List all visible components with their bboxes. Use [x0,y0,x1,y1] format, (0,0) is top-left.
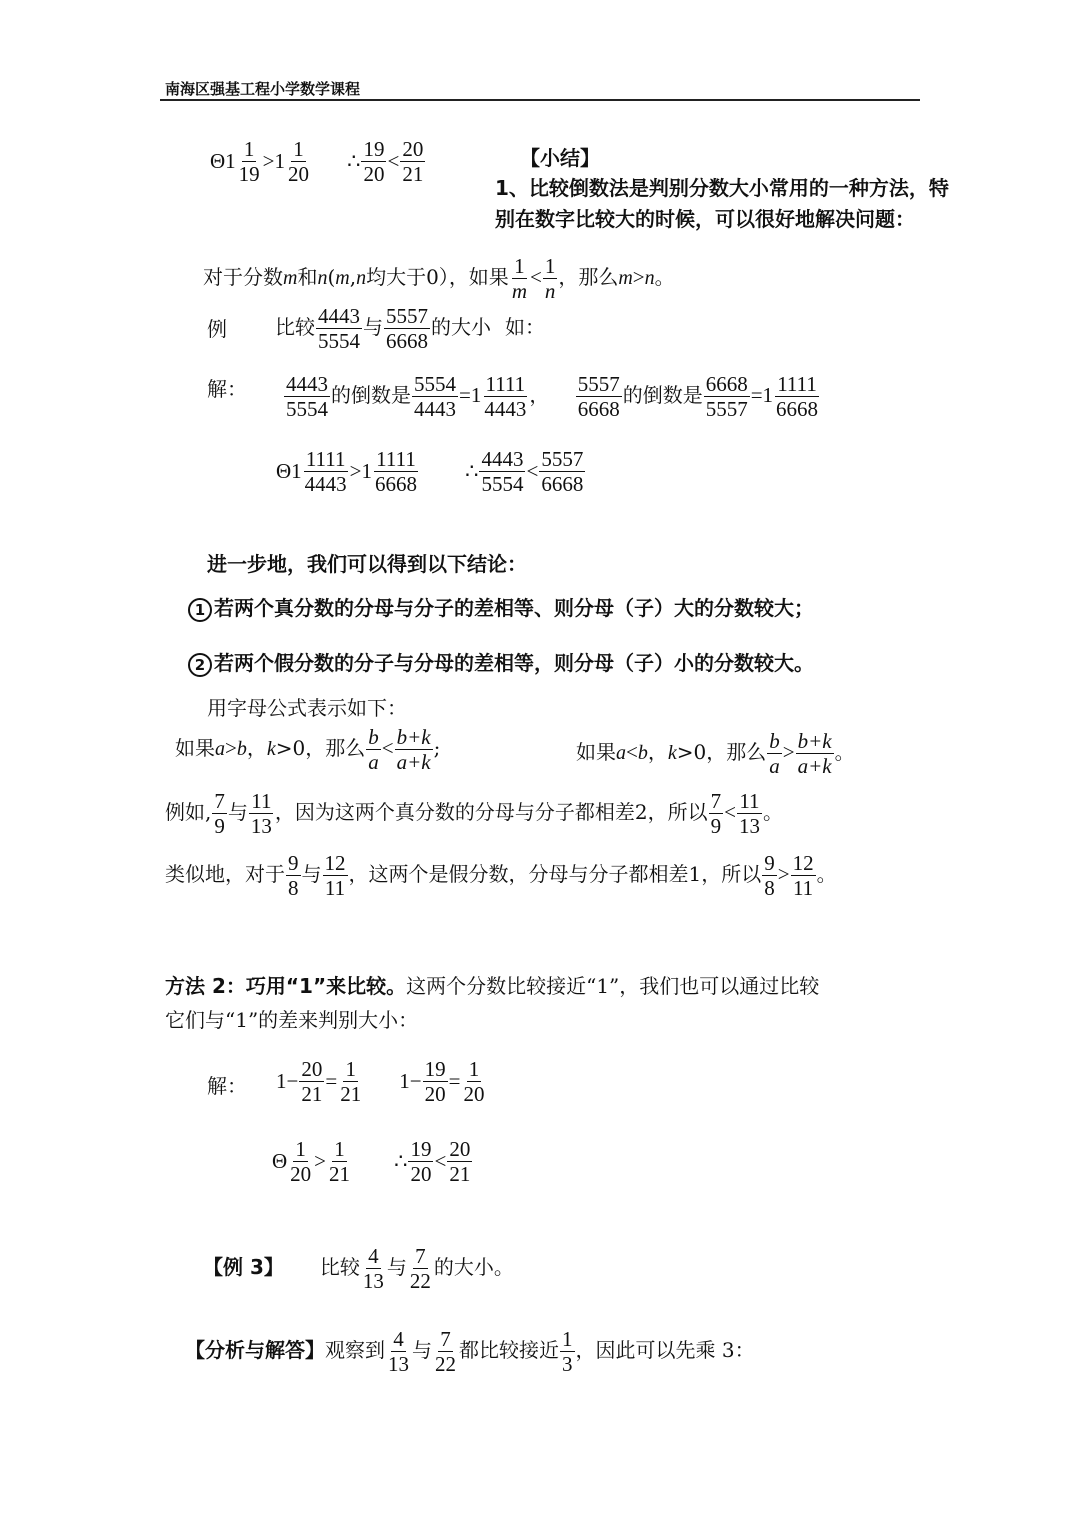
because-symbol: Θ [272,1149,288,1174]
therefore-symbol: ∴ [465,459,479,484]
fraction: $\frac{11}{13}$ [738,789,760,839]
formula-intro: 用字母公式表示如下： [207,696,407,720]
fraction: $\frac{5557}{6668}$ [386,304,428,354]
fraction: $\frac{1}{m}$ [511,254,527,304]
example-improper-fractions: 类似地，对于 $\frac{9}{8}$ 与 $\frac{12}{11}$ ，这两个是假分数，分母与分子都相差1，所以 $\frac{9}{8}$ > $\frac{12}{11}$ 。 [165,851,837,901]
reciprocal-rule: 对于分数m和n(m,n均大于0），如果 $\frac{1}{m}$ < $\frac{1}{n}$ ，那么m>n。 [203,254,675,304]
fraction: $\frac{9}{8}$ [288,851,299,901]
whole-part: 1 [274,149,286,174]
fraction: $\frac{4443}{5554}$ [318,304,360,354]
fraction: $\frac{1}{20}$ [288,137,310,187]
method-2-line-1: 方法 2：巧用“1”来比较。这两个分数比较接近“1”，我们也可以通过比较 [165,974,820,998]
method-2-line-2: 它们与“1”的差来判别大小： [165,1008,419,1032]
summary-title: 【小结】 [520,146,600,170]
solution-label: 解： [207,377,247,401]
because-symbol: Θ [210,149,226,174]
fraction: $\frac{4}{13}$ [388,1327,409,1377]
analysis: 【分析与解答】观察到 $\frac{4}{13}$ 与 $\frac{7}{22}$ 都比较接近 $\frac{1}{3}$ ，因此可以先乘 3： [185,1327,755,1377]
fraction: $\frac{1111}{4443}$ [484,372,527,422]
fraction: $\frac{11}{13}$ [250,789,272,839]
page-header-title: 南海区强基工程小学数学课程 [165,80,361,98]
therefore-symbol: ∴ [347,149,361,174]
therefore-symbol: ∴ [394,1149,408,1174]
summary-line-1: 1、比较倒数法是判别分数大小常用的一种方法，特 [495,176,949,200]
fraction: $\frac{7}{22}$ [435,1327,456,1377]
fraction: $\frac{b}{a}$ [368,725,379,775]
fraction: $\frac{1}{20}$ [463,1057,485,1107]
fraction: $\frac{20}{21}$ [301,1057,323,1107]
example-label: 例 [207,317,227,341]
comparison-line-1 [210,138,426,185]
because-symbol: Θ [276,459,292,484]
fraction: $\frac{1111}{6668}$ [776,372,819,422]
example-3-label: 【例 3】 [203,1255,284,1280]
fraction: $\frac{12}{11}$ [792,851,814,901]
fraction: $\frac{6668}{5557}$ [705,372,748,422]
analysis-label: 【分析与解答】 [185,1338,325,1363]
circled-number: 1 [188,598,212,622]
whole-part: 1 [225,149,236,174]
solution-2-label: 解： [207,1074,247,1098]
circled-number: 2 [188,653,212,677]
fraction: $\frac{1}{20}$ [290,1137,312,1187]
fraction: $\frac{1111}{4443}$ [304,447,347,497]
fraction: $\frac{7}{22}$ [409,1244,431,1294]
example-proper-fractions: 例如, $\frac{7}{9}$ 与 $\frac{11}{13}$ ，因为这两个真分数的分母与分子都相差2，所以 $\frac{7}{9}$ < $\frac{11}{13}$ 。 [165,789,783,839]
fraction: $\frac{19}{20}$ [410,1137,432,1187]
fraction: $\frac{19}{20}$ [363,137,385,187]
fraction: $\frac{20}{21}$ [402,137,424,187]
fraction: $\frac{1}{n}$ [544,254,556,304]
header-rule [160,99,920,101]
lt-sign: < [387,149,400,174]
fraction: $\frac{20}{21}$ [449,1137,471,1187]
fraction: $\frac{1111}{6668}$ [375,447,418,497]
fraction: $\frac{1}{21}$ [329,1137,351,1187]
solution-reciprocals: $\frac{4443}{5554}$ 的倒数是 $\frac{5554}{4443}$ =1 $\frac{1111}{4443}$ ， $\frac{5557}{6668}$ 的倒数是 $\frac{6668}{5557}$ =1 $\frac{1111}{6668}$ [286,372,819,422]
fraction: $\frac{1}{21}$ [340,1057,362,1107]
solution-2-conclusion: Θ $\frac{1}{20}$ > $\frac{1}{21}$ ∴ $\frac{19}{20}$ < $\frac{20}{21}$ [272,1137,471,1187]
fraction: $\frac{b}{a}$ [769,729,780,779]
conclusion-1: 1 若两个真分数的分母与分子的差相等、则分母（子）大的分数较大； [188,592,814,622]
fraction: $\frac{4443}{5554}$ [481,447,524,497]
method-2-title: 方法 2：巧用“1”来比较。 [165,974,407,998]
example-3: 【例 3】 比较 $\frac{4}{13}$ 与 $\frac{7}{22}$ 的大小。 [203,1244,514,1294]
fraction: $\frac{5554}{4443}$ [414,372,456,422]
fraction: $\frac{5557}{6668}$ [577,372,620,422]
solution-2-differences: 1− $\frac{20}{21}$ = $\frac{1}{21}$ 1− $\frac{19}{20}$ = $\frac{1}{20}$ [276,1057,485,1107]
fraction: $\frac{b+k}{a+k}$ [396,725,431,775]
formula-proper: 如果a>b，k>0，那么 $\frac{b}{a}$ < $\frac{b+k}{a+k}$ ; [175,725,441,775]
fraction: $\frac{7}{9}$ [214,789,225,839]
conclusion-intro: 进一步地，我们可以得到以下结论： [207,552,527,576]
formula-improper: 如果a<b，k>0，那么 $\frac{b}{a}$ > $\frac{b+k}{a+k}$ 。 [576,729,855,779]
fraction: $\frac{9}{8}$ [764,851,775,901]
fraction: $\frac{b+k}{a+k}$ [797,729,832,779]
example-compare: 比较 $\frac{4443}{5554}$ 与 $\frac{5557}{6668}$ 的大小 如： [275,304,545,354]
fraction: $\frac{1}{3}$ [562,1327,573,1377]
fraction: $\frac{19}{20}$ [424,1057,446,1107]
fraction: $\frac{7}{9}$ [710,789,722,839]
fraction: $\frac{4443}{5554}$ [286,372,328,422]
fraction: $\frac{1}{19}$ [238,137,260,187]
gt-sign: > [262,149,275,174]
fraction: $\frac{5557}{6668}$ [541,447,584,497]
fraction: $\frac{4}{13}$ [362,1244,384,1294]
summary-line-2: 别在数字比较大的时候，可以很好地解决问题： [495,207,915,231]
conclusion-2: 2 若两个假分数的分子与分母的差相等，则分母（子）小的分数较大。 [188,647,814,677]
fraction: $\frac{12}{11}$ [324,851,346,901]
comparison-line-2: Θ1 $\frac{1111}{4443}$ >1 $\frac{1111}{6668}$ ∴ $\frac{4443}{5554}$ < $\frac{5557}{6668}$ [276,447,584,497]
